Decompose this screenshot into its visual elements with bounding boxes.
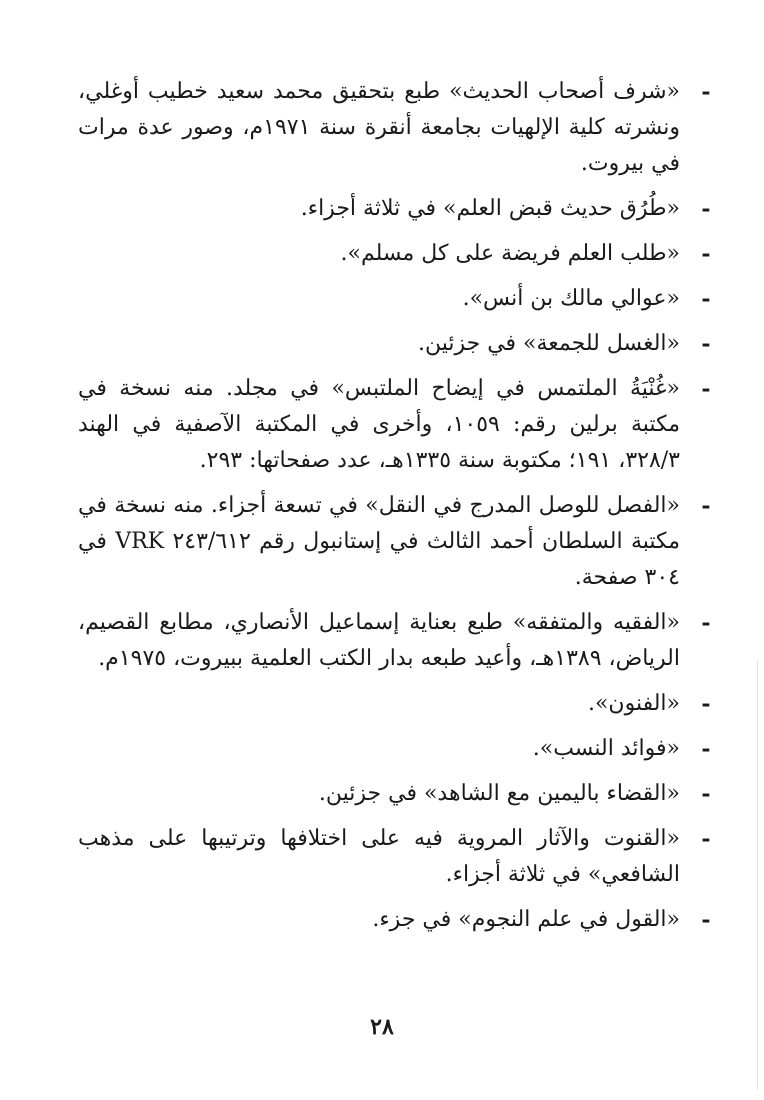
entry-text: «الفقيه والمتفقه» طبع بعناية إسماعيل الأنصاري، مطابع القصيم، الرياض، ١٣٨٩هـ، وأعيد طبعه بدار الكتب العلمية ببيروت، ١٩٧٥م. <box>78 610 680 671</box>
list-item <box>78 605 711 677</box>
list-marker: - <box>701 736 711 762</box>
page-edge-divider <box>757 660 758 1090</box>
list-item <box>78 236 711 272</box>
entry-text: «القضاء باليمين مع الشاهد» في جزئين. <box>318 781 680 806</box>
list-marker: - <box>701 610 711 636</box>
list-marker: - <box>701 493 711 519</box>
entry-text: «القنوت والآثار المروية فيه على اختلافها وترتيبها على مذهب الشافعي» في ثلاثة أجزاء. <box>78 826 680 887</box>
entry-text: «عوالي مالك بن أنس». <box>462 286 680 311</box>
list-marker: - <box>701 826 711 852</box>
list-item <box>78 74 711 182</box>
list-item <box>78 686 711 722</box>
list-item <box>78 731 711 767</box>
bibliography-list <box>78 74 711 947</box>
entry-text: «فوائد النسب». <box>532 736 680 761</box>
list-marker: - <box>701 907 711 933</box>
entry-text: «الغسل للجمعة» في جزئين. <box>417 331 680 356</box>
list-item <box>78 371 711 479</box>
entry-text: «شرف أصحاب الحديث» طبع بتحقيق محمد سعيد خطيب أوغلي، ونشرته كلية الإلهيات بجامعة أنقرة سنة ١٩٧١م، وصور عدة مرات في بيروت. <box>78 79 680 176</box>
entry-text: «القول في علم النجوم» في جزء. <box>372 907 680 932</box>
entry-text: «طلب العلم فريضة على كل مسلم». <box>340 241 680 266</box>
list-item <box>78 191 711 227</box>
list-item <box>78 902 711 938</box>
list-marker: - <box>701 241 711 267</box>
entry-text: «الفصل للوصل المدرج في النقل» في تسعة أجزاء. منه نسخة في مكتبة السلطان أحمد الثالث في إستانبول رقم ٢٤٣/٦١٢ VRK في ٣٠٤ صفحة. <box>78 493 680 590</box>
list-item <box>78 326 711 362</box>
list-marker: - <box>701 331 711 357</box>
list-marker: - <box>701 781 711 807</box>
list-marker: - <box>701 79 711 105</box>
list-item <box>78 776 711 812</box>
entry-text: «غُنْيَةُ الملتمس في إيضاح الملتبس» في مجلد. منه نسخة في مكتبة برلين رقم: ١٠٥٩، وأخرى في المكتبة الآصفية في الهند ٣٢٨/٣، ١٩١؛ مكتوبة سنة ١٣٣٥هـ، عدد صفحاتها: ٢٩٣. <box>78 376 681 473</box>
list-marker: - <box>701 691 711 717</box>
list-marker: - <box>701 196 711 222</box>
page-number: ٢٨ <box>370 1014 394 1040</box>
list-item <box>78 821 711 893</box>
list-item <box>78 488 711 596</box>
list-marker: - <box>701 286 711 312</box>
list-marker: - <box>701 376 711 402</box>
list-item <box>78 281 711 317</box>
entry-text: «الفنون». <box>587 691 680 716</box>
entry-text: «طُرُق حديث قبض العلم» في ثلاثة أجزاء. <box>300 196 680 221</box>
